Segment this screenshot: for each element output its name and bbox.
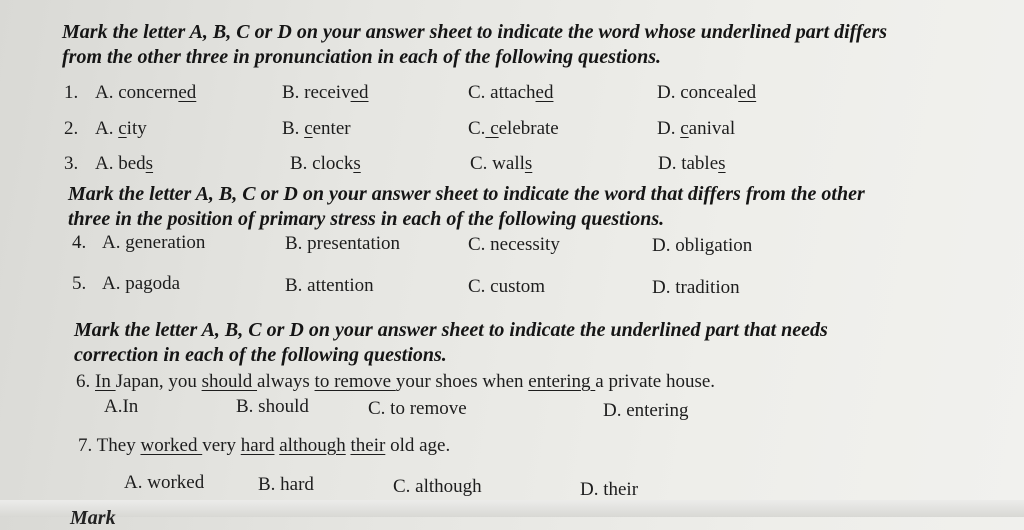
option-a: A. generation (102, 232, 206, 253)
question-number: 4. (72, 232, 87, 253)
section-1-instruction-line-2: from the other three in pronunciation in each of the following questions. (62, 46, 661, 68)
option-d: D. entering (603, 400, 689, 421)
question-number: 2. (64, 118, 79, 139)
question-number: 1. (64, 82, 79, 103)
section-3-instruction (74, 318, 994, 368)
option-d: D. tradition (652, 277, 740, 298)
section-3-instruction-line-2: correction in each of the following questions. (74, 344, 447, 366)
section-3-instruction-line-1: Mark the letter A, B, C or D on your answer sheet to indicate the underlined part that needs (74, 319, 828, 341)
option-b: B. presentation (285, 233, 401, 254)
question-sentence: 6. In Japan, you should always to remove your shoes when entering a private house. (76, 371, 716, 392)
option-a: A. worked (124, 472, 205, 493)
section-2-instruction-line-2: three in the position of primary stress in each of the following questions. (68, 208, 665, 230)
option-b: B. attention (285, 275, 374, 296)
cutoff-instruction-fragment: Mark (70, 507, 116, 529)
option-a: A. city (95, 118, 147, 139)
option-c: C. attached (468, 82, 554, 103)
option-d: D. canival (657, 118, 736, 139)
option-c: C. necessity (468, 234, 560, 255)
section-1-instruction (62, 20, 887, 70)
option-b: B. received (282, 82, 369, 103)
option-c: C. to remove (368, 398, 467, 419)
option-a: A. pagoda (102, 273, 181, 294)
option-c: C. walls (470, 153, 533, 174)
section-2-instruction (68, 182, 865, 232)
option-c: C. celebrate (468, 118, 559, 139)
option-b: B. should (236, 396, 309, 417)
option-d: D. concealed (657, 82, 757, 103)
option-d: D. tables (658, 153, 726, 174)
option-b: B. center (282, 118, 351, 139)
question-number: 3. (64, 153, 79, 174)
option-b: B. clocks (290, 153, 361, 174)
option-a: A.In (104, 396, 139, 417)
option-d: D. their (580, 479, 639, 500)
section-1-instruction-line-1: Mark the letter A, B, C or D on your answer sheet to indicate the word whose underlined part differs (62, 21, 888, 43)
option-a: A. beds (95, 153, 154, 174)
option-b: B. hard (258, 474, 314, 495)
question-sentence: 7. They worked very hard although their old age. (78, 435, 451, 456)
option-c: C. custom (468, 276, 546, 297)
option-c: C. although (393, 476, 482, 497)
page-bottom-edge (0, 500, 1024, 517)
question-number: 5. (72, 273, 87, 294)
option-a: A. concerned (95, 82, 197, 103)
option-d: D. obligation (652, 235, 753, 256)
section-2-instruction-line-1: Mark the letter A, B, C or D on your answer sheet to indicate the word that differs from the other (68, 183, 865, 205)
